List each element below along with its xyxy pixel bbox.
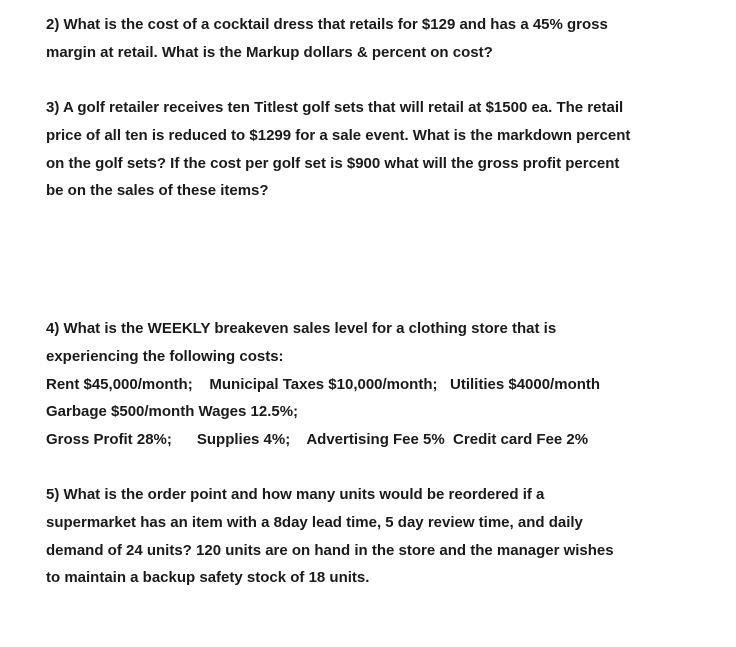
question-5-line-3: demand of 24 units? 120 units are on hand in the store and the manager wishes	[46, 542, 614, 559]
question-3-line-2: price of all ten is reduced to $1299 for a sale event. What is the markdown percent	[46, 127, 631, 144]
question-3-line-4: be on the sales of these items?	[46, 182, 269, 199]
question-4-line-1: 4) What is the WEEKLY breakeven sales level for a clothing store that is	[46, 320, 557, 337]
question-2-line-1: 2) What is the cost of a cocktail dress that retails for $129 and has a 45% gross	[46, 16, 608, 33]
question-5-line-1: 5) What is the order point and how many units would be reordered if a	[46, 486, 545, 503]
question-5-line-2: supermarket has an item with a 8day lead time, 5 day review time, and daily	[46, 514, 583, 531]
question-5-line-4: to maintain a backup safety stock of 18 units.	[46, 569, 370, 586]
question-4-line-2: experiencing the following costs:	[46, 348, 284, 365]
question-4-line-5: Gross Profit 28%; Supplies 4%; Advertising Fee 5% Credit card Fee 2%	[46, 431, 589, 448]
question-3-line-3: on the golf sets? If the cost per golf set is $900 what will the gross profit percent	[46, 155, 620, 172]
question-4-line-4: Garbage $500/month Wages 12.5%;	[46, 403, 299, 420]
question-3-line-1: 3) A golf retailer receives ten Titlest golf sets that will retail at $1500 ea. The retail	[46, 99, 624, 116]
question-2-line-2: margin at retail. What is the Markup dollars & percent on cost?	[46, 44, 493, 61]
question-4-line-3: Rent $45,000/month; Municipal Taxes $10,000/month; Utilities $4000/month	[46, 376, 601, 393]
